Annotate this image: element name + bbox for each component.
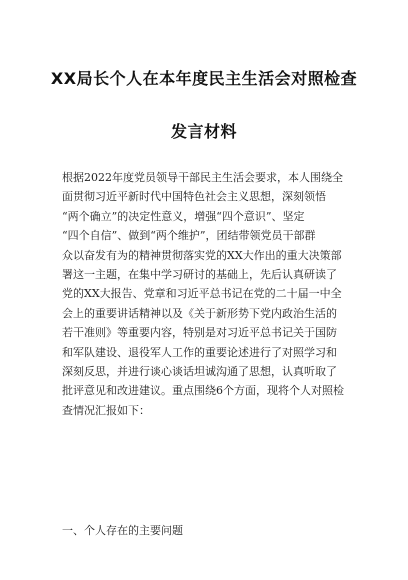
document-title: XX局长个人在本年度民主生活会对照检查 xyxy=(50,69,358,88)
document-subtitle: 发言材料 xyxy=(170,122,237,141)
body-line: 会上的重要讲话精神以及《关于新形势下党内政治生活的 xyxy=(62,306,337,320)
section-heading: 一、个人存在的主要问题 xyxy=(62,524,183,537)
body-paragraph xyxy=(62,168,352,420)
body-line: 深刻反思，并进行谈心谈话坦诚沟通了思想，认真听取了 xyxy=(62,364,337,378)
body-line: 署这一主题，在集中学习研讨的基础上，先后认真研读了 xyxy=(62,267,337,281)
body-line: 众以奋发有为的精神贯彻落实党的XX大作出的重大决策部 xyxy=(62,248,342,262)
body-line: 若干准则》等重要内容，特别是对习近平总书记关于国防 xyxy=(62,326,337,340)
body-line: 根据2022年度党员领导干部民主生活会要求，本人围绕全 xyxy=(62,171,343,184)
body-line: 面贯彻习近平新时代中国特色社会主义思想，深刻领悟 xyxy=(62,190,326,204)
body-line: 和军队建设、退役军人工作的重要论述进行了对照学习和 xyxy=(62,345,337,359)
body-line: “四个自信”、做到“两个维护”，团结带领党员干部群 xyxy=(62,229,316,243)
body-line: “两个确立”的决定性意义，增强“四个意识”、坚定 xyxy=(62,209,305,223)
body-line: 查情况汇报如下： xyxy=(62,403,150,417)
body-line: 批评意见和改进建议。重点围绕6个方面，现将个人对照检 xyxy=(62,384,344,398)
body-line: 党的XX大报告、党章和习近平总书记在党的二十届一中全 xyxy=(62,287,342,301)
